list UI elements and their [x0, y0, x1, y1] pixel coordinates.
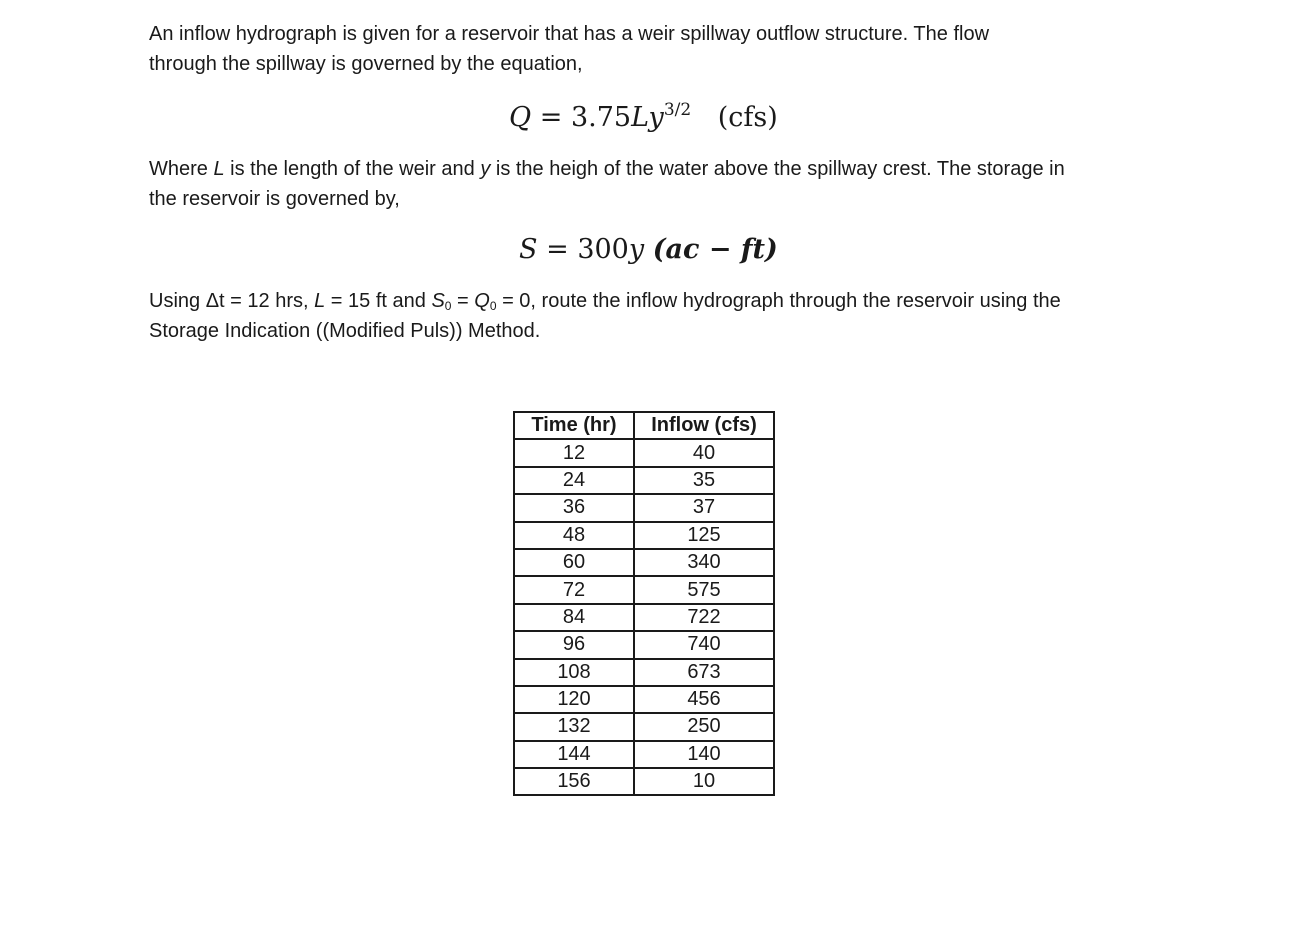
time-cell: 84 — [514, 604, 634, 631]
instr-var-S: S — [431, 290, 445, 312]
eq2-coefficient: 300 — [577, 234, 629, 265]
inflow-cell: 125 — [634, 522, 774, 549]
table-row — [514, 713, 774, 740]
eq1-equals: = — [539, 102, 571, 133]
table-row — [514, 741, 774, 768]
instr-var-L: L — [314, 290, 326, 312]
storage-equation — [519, 233, 778, 267]
inflow-cell: 37 — [634, 494, 774, 521]
eq2-height-var: y — [628, 234, 645, 265]
inflow-cell: 40 — [634, 439, 774, 466]
table-row — [514, 631, 774, 658]
def-var-y: y — [480, 158, 491, 180]
table-row — [514, 467, 774, 494]
definition-line-1 — [149, 154, 1149, 184]
header-inflow: Inflow (cfs) — [634, 412, 774, 439]
time-cell: 24 — [514, 467, 634, 494]
table-row — [514, 659, 774, 686]
time-cell: 96 — [514, 631, 634, 658]
inflow-cell: 575 — [634, 576, 774, 603]
eq1-exponent: 3/2 — [663, 100, 692, 120]
def-text-a: Where — [149, 158, 214, 180]
intro-line-2: through the spillway is governed by the equation, — [149, 53, 583, 75]
definition-paragraph — [149, 154, 1149, 214]
eq2-equals: = — [546, 234, 578, 265]
time-cell: 132 — [514, 713, 634, 740]
instr-sub-Q: 0 — [489, 299, 497, 313]
table-row — [514, 494, 774, 521]
table-row — [514, 522, 774, 549]
eq1-unit: (cfs) — [717, 102, 778, 133]
table-row — [514, 576, 774, 603]
time-cell: 120 — [514, 686, 634, 713]
instr-var-Q: Q — [474, 290, 490, 312]
inflow-cell: 340 — [634, 549, 774, 576]
instr-text-b: = 15 ft and — [325, 290, 432, 312]
instructions-paragraph — [149, 286, 1149, 346]
eq1-length-var: L — [631, 102, 649, 133]
time-cell: 156 — [514, 768, 634, 795]
inflow-cell: 673 — [634, 659, 774, 686]
def-text-b: is the length of the weir and — [224, 158, 481, 180]
time-cell: 144 — [514, 741, 634, 768]
time-cell: 72 — [514, 576, 634, 603]
weir-flow-equation — [509, 101, 778, 135]
definition-line-2: the reservoir is governed by, — [149, 188, 400, 210]
eq1-height-var: y — [648, 102, 664, 133]
instructions-line-1 — [149, 286, 1149, 316]
def-text-c: is the heigh of the water above the spillway crest. The storage in — [490, 158, 1065, 180]
time-cell: 12 — [514, 439, 634, 466]
time-cell: 48 — [514, 522, 634, 549]
inflow-cell: 740 — [634, 631, 774, 658]
intro-paragraph — [149, 19, 1149, 79]
inflow-cell: 722 — [634, 604, 774, 631]
time-cell: 60 — [514, 549, 634, 576]
eq2-unit: (ac − ft) — [652, 234, 778, 265]
time-cell: 36 — [514, 494, 634, 521]
inflow-cell: 10 — [634, 768, 774, 795]
time-cell: 108 — [514, 659, 634, 686]
instr-text-d: = 0, route the inflow hydrograph through the reservoir using the — [496, 290, 1061, 312]
header-time: Time (hr) — [514, 412, 634, 439]
instr-text-c: = — [451, 290, 475, 312]
eq1-lhs: Q — [509, 102, 532, 133]
table-row — [514, 604, 774, 631]
table-row — [514, 686, 774, 713]
table-row — [514, 439, 774, 466]
inflow-cell: 140 — [634, 741, 774, 768]
instructions-line-2: Storage Indication ((Modified Puls)) Method. — [149, 320, 541, 342]
instr-sub-S: 0 — [444, 299, 452, 313]
inflow-cell: 250 — [634, 713, 774, 740]
inflow-cell: 456 — [634, 686, 774, 713]
def-var-L: L — [213, 158, 225, 180]
table-row — [514, 768, 774, 795]
instr-text-a: Using Δt = 12 hrs, — [149, 290, 315, 312]
eq1-coefficient: 3.75 — [570, 102, 632, 133]
inflow-hydrograph-table — [513, 411, 775, 796]
table-row — [514, 549, 774, 576]
inflow-cell: 35 — [634, 467, 774, 494]
eq2-lhs: S — [519, 234, 538, 265]
intro-line-1: An inflow hydrograph is given for a reservoir that has a weir spillway outflow structure. The flow — [149, 23, 990, 45]
table-header-row — [514, 412, 774, 439]
